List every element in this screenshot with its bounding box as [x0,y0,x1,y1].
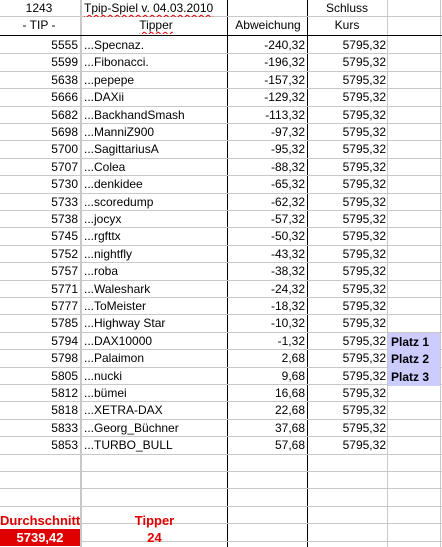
deviation-value: -97,32 [270,125,305,139]
deviation-value: 57,68 [274,438,305,452]
closing-price: 5795,32 [342,73,386,87]
deviation-value: -129,32 [264,90,305,104]
tipper-name: ...Waleshark [84,282,151,296]
deviation-value: -43,32 [270,247,305,261]
tip-value: 5757 [51,264,78,278]
tip-value: 5794 [51,334,78,348]
tipper-name: ...bümei [84,386,127,400]
tip-value: 5805 [51,369,78,383]
tipper-name: ...jocyx [84,212,122,226]
tipper-name: ...denkidee [84,177,143,191]
tip-value: 5698 [51,125,78,139]
tipper-name: ...DAXii [84,90,125,104]
deviation-value: 37,68 [274,421,305,435]
tipper-name: ...BackhandSmash [84,108,185,122]
closing-price: 5795,32 [342,55,386,69]
tipper-name: ...nucki [84,369,123,383]
tipper-count-value: 24 [147,530,162,545]
average-label: Durchschnitt [0,513,80,528]
deviation-value: -65,32 [270,177,305,191]
tip-value: 5733 [51,195,78,209]
deviation-value: -1,32 [277,334,305,348]
tip-header: - TIP - [22,18,56,32]
closing-price: 5795,32 [342,142,386,156]
tip-value: 5818 [51,403,78,417]
tip-value: 5798 [51,351,78,365]
closing-price: 5795,32 [342,160,386,174]
deviation-value: -88,32 [270,160,305,174]
tipper-name: ...Palaimon [84,351,145,365]
tip-value: 5752 [51,247,78,261]
rank-badge: Platz 3 [388,368,440,386]
closing-price: 5795,32 [342,90,386,104]
schluss-header: Schluss [325,1,369,15]
closing-price: 5795,32 [342,403,386,417]
deviation-value: -240,32 [264,38,305,52]
sheet-title-text: Tpip-Spiel v. 04.03.2010 [84,1,214,15]
tipper-name: ...Colea [84,160,126,174]
grid-line [0,506,442,507]
grid-line [0,454,442,455]
kurs-header: Kurs [334,18,360,32]
deviation-value: -10,32 [270,316,305,330]
deviation-value: 2,68 [281,351,305,365]
tipper-name: ...XETRA-DAX [84,403,163,417]
tipper-name: ...ManniZ900 [84,125,155,139]
closing-price: 5795,32 [342,247,386,261]
deviation-value: -113,32 [265,108,305,122]
tip-value: 5666 [51,90,78,104]
closing-price: 5795,32 [342,229,386,243]
closing-price: 5795,32 [342,177,386,191]
closing-price: 5795,32 [342,386,386,400]
closing-price: 5795,32 [342,438,386,452]
tipper-name: ...SagittariusA [84,142,159,156]
abweichung-header: Abweichung [235,18,301,32]
tip-value: 5745 [51,229,78,243]
deviation-value: -57,32 [270,212,305,226]
tip-value: 5638 [51,73,78,87]
tipper-name: ...scoredump [84,195,154,209]
tip-count: 1243 [25,1,53,15]
tip-value: 5777 [51,299,78,313]
closing-price: 5795,32 [342,369,386,383]
deviation-value: -24,32 [270,282,305,296]
tip-value: 5812 [51,386,78,400]
deviation-value: -38,32 [270,264,305,278]
closing-price: 5795,32 [342,264,386,278]
tipper-name: ...Highway Star [84,316,166,330]
closing-price: 5795,32 [342,299,386,313]
tip-value: 5730 [51,177,78,191]
tipper-name: ...rgfttx [84,229,121,243]
tipper-name: ...nightfly [84,247,133,261]
closing-price: 5795,32 [342,421,386,435]
tip-value: 5771 [51,282,78,296]
tip-value: 5682 [51,108,78,122]
deviation-value: -95,32 [270,142,305,156]
rank-badge: Platz 2 [388,350,440,368]
grid-line [0,471,442,472]
closing-price: 5795,32 [342,195,386,209]
deviation-value: -50,32 [270,229,305,243]
grid-line [0,35,442,36]
tip-value: 5738 [51,212,78,226]
tipper-name: ...Fibonacci. [84,55,149,69]
closing-price: 5795,32 [342,212,386,226]
rank-badge: Platz 1 [388,333,440,351]
tip-value: 5599 [51,55,78,69]
closing-price: 5795,32 [342,316,386,330]
deviation-value: -157,32 [264,73,305,87]
tipper-name: ...Georg_Büchner [84,421,179,435]
grid-line [440,0,441,547]
closing-price: 5795,32 [342,334,386,348]
tip-value: 5785 [51,316,78,330]
tip-value: 5700 [51,142,78,156]
tipper-header [82,17,228,34]
average-value: 5739,42 [0,529,80,546]
deviation-value: 22,68 [274,403,305,417]
deviation-value: 16,68 [274,386,305,400]
deviation-value: -18,32 [270,299,305,313]
closing-price: 5795,32 [342,108,386,122]
tipper-count-label: Tipper [134,513,175,528]
sheet-title [82,0,228,17]
tip-value: 5707 [51,160,78,174]
closing-price: 5795,32 [342,38,386,52]
tip-value: 5853 [51,438,78,452]
tipper-name: ...pepepe [84,73,135,87]
tipper-name: ...Specnaz. [84,38,145,52]
tip-value: 5833 [51,421,78,435]
deviation-value: 9,68 [281,369,305,383]
grid-line [0,488,442,489]
closing-price: 5795,32 [342,282,386,296]
deviation-value: -62,32 [270,195,305,209]
tipper-name: ...ToMeister [84,299,147,313]
deviation-value: -196,32 [264,55,305,69]
closing-price: 5795,32 [342,125,386,139]
closing-price: 5795,32 [342,351,386,365]
tipper-name: ...roba [84,264,119,278]
tipper-name: ...DAX10000 [84,334,153,348]
tip-value: 5555 [51,38,78,52]
tipper-name: ...TURBO_BULL [84,438,173,452]
tipper-header-text: Tipper [139,18,173,32]
